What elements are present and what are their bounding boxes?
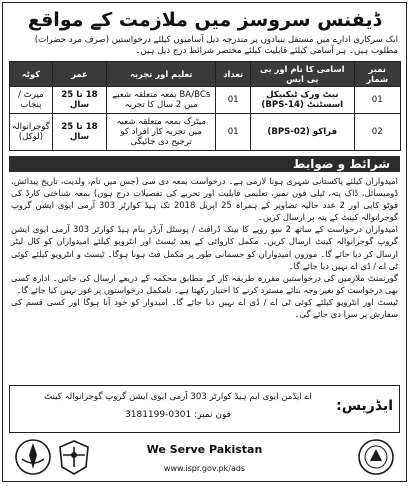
contact-address: اے ایڈمن ایوی ایم ہیڈ کوارٹر 303 آرمی ایوی ایشن گروپ گوجرانوالہ کینٹ bbox=[44, 392, 312, 402]
contact-phone: فون نمبر: 0301-3181199 bbox=[125, 410, 231, 420]
cell-post: فراکو (BPS-02) bbox=[251, 114, 354, 151]
cell-age: 18 تا 25 سال bbox=[52, 87, 106, 114]
cell-education: BA/BCs بمعہ متعلقہ شعبے میں 2 سال کا تجربہ bbox=[107, 87, 216, 114]
terms-paragraph: گورنمنٹ ملازمین کی درخواستیں مقررہ طریقہ کار کے مطابق محکمہ کے ذریعے ارسال کی جائیں۔ ادارہ کسی بھی درخواست کو بغیر وجہ بتائے مسترد کرنے کا اختیار رکھتا ہے۔ نامکمل درخواستوں پر غور نہیں کیا جائے گا۔ bbox=[11, 272, 398, 295]
footer bbox=[9, 437, 400, 479]
page-title: ڈیفنس سروسز میں ملازمت کے مواقع bbox=[27, 9, 382, 31]
col-quota-header: کوٹہ bbox=[10, 62, 53, 87]
table-row bbox=[10, 114, 401, 151]
terms-heading: شرائط و ضوابط bbox=[9, 156, 400, 172]
col-count-header: تعداد bbox=[216, 62, 251, 87]
advertisement-page bbox=[2, 2, 407, 482]
ispr-seal-icon bbox=[356, 437, 396, 477]
cell-count: 01 bbox=[216, 87, 251, 114]
cell-post: نیٹ ورک ٹیکنیکل اسسٹنٹ (BPS-14) bbox=[251, 87, 354, 114]
footer-motto: We Serve Pakistan bbox=[146, 443, 263, 456]
col-education-header: تعلیم اور تجربہ bbox=[107, 62, 216, 87]
cell-serial: 02 bbox=[354, 114, 401, 151]
col-post-header: اسامی کا نام اور بی پی ایس bbox=[251, 62, 354, 87]
terms-body bbox=[11, 175, 398, 320]
terms-paragraph: ٹیسٹ اور انٹرویو کیلئے کوئی ٹی اے / ڈی اے نہیں دیا جائے گا۔ امیدوار کو خود آنا ہوگا اور کسی قسم کی سفارش پر سزا دی جائے گی۔ bbox=[11, 296, 398, 320]
cell-quota: گوجرانوالہ (لوکل) bbox=[10, 114, 53, 151]
table-header-row bbox=[10, 62, 401, 87]
cell-quota: میرٹ / پنجاب bbox=[10, 87, 53, 114]
cell-age: 18 تا 25 سال bbox=[52, 114, 106, 151]
cell-serial: 01 bbox=[354, 87, 401, 114]
terms-paragraph: امیدواران کیلئے پاکستانی شہری ہونا لازمی ہے۔ درخواست بمعہ دی سی (جس میں نام، ولدیت، تاریخ پیدائش، ڈومیسائل، ڈاک پتہ، ٹیلی فون نمبر، تعلیمی قابلیت اور تجربے کی تفصیلات درج ہوں) بمعہ شناختی کارڈ کی فوٹو کاپی اور 2 عدد حالیہ تصاویر کے ہمراہ 25 اپریل 2018 تک ہیڈ کوارٹر 303 آرمی ایوی ایشن گروپ گوجرانوالہ کینٹ کے پتہ پر ارسال کریں۔ bbox=[11, 176, 398, 223]
cell-education: میٹرک بمعہ متعلقہ شعبہ میں تجربہ کار افراد کو ترجیح دی جائیگی bbox=[107, 114, 216, 151]
col-serial-header: نمبر شمار bbox=[354, 62, 401, 87]
intro-text: ایک سرکاری ادارے میں مستقل بنیادوں پر مندرجہ ذیل آسامیوں کیلئے درخواستیں (صرف مرد حضرات) مطلوب ہیں۔ ہر آسامی کیلئے قابلیت کیلئے مختصر شرائط درج ذیل ہیں۔ bbox=[34, 35, 398, 56]
terms-paragraph: امیدواران درخواست کے ساتھ 2 سو روپے کا بینک ڈرافٹ / پوسٹل آرڈر بنام ہیڈ کوارٹر 303 آرمی ایوی ایشن گروپ گوجرانوالہ کینٹ ارسال کریں۔ مکمل کاروائی کے بعد ٹیسٹ اور انٹرویو کیلئے امیدواران کو کال لیٹر ارسال کر دیا جائے گا۔ موزوں امیدواران کو جسمانی طور پر مکمل فٹ ہونا ہوگا۔ ٹیسٹ و انٹرویو کیلئے کوئی ٹی اے / ڈی اے نہیں دیا جائے گا۔ bbox=[11, 224, 398, 271]
cell-count: 01 bbox=[216, 114, 251, 151]
contact-box bbox=[9, 385, 400, 433]
contact-label: ایڈریس: bbox=[336, 398, 393, 414]
col-age-header: عمر bbox=[52, 62, 106, 87]
jobs-table bbox=[9, 61, 401, 151]
footer-website: www.ispr.gov.pk/ads bbox=[163, 464, 246, 473]
table-row bbox=[10, 87, 401, 114]
